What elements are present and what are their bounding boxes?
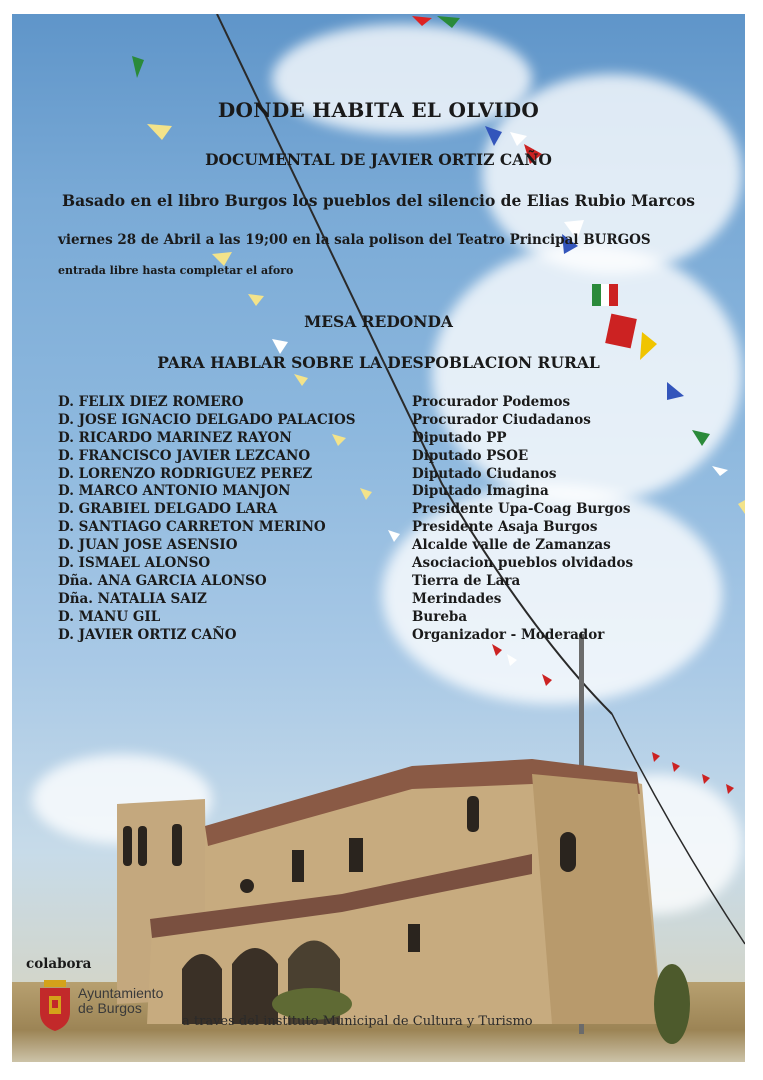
participant-name: D. JAVIER ORTIZ CAÑO (58, 626, 237, 643)
sponsor-line: Ayuntamiento (78, 985, 164, 1001)
participant-row (58, 394, 698, 412)
participant-name: D. JOSE IGNACIO DELGADO PALACIOS (58, 411, 356, 428)
event-date-line: viernes 28 de Abril a las 19;00 en la sala polison del Teatro Principal BURGOS (58, 232, 651, 248)
participant-row (58, 448, 698, 466)
participant-role: Organizador - Moderador (412, 626, 605, 643)
participant-row (58, 466, 698, 484)
participant-name: D. RICARDO MARINEZ RAYON (58, 429, 292, 446)
participant-role: Asociacion pueblos olvidados (412, 555, 634, 572)
sponsor-through: a traves del instituto Municipal de Cultura y Turismo (182, 1014, 533, 1029)
participant-row (58, 412, 698, 430)
participant-role: Procurador Ciudadanos (412, 411, 591, 428)
participant-name: Dña. ANA GARCIA ALONSO (58, 572, 267, 589)
colabora-label: colabora (26, 956, 92, 972)
participant-role: Presidente Asaja Burgos (412, 519, 598, 536)
participant-role: Merindades (412, 590, 502, 607)
participant-role: Diputado PSOE (412, 447, 529, 464)
participant-row (58, 430, 698, 448)
participant-row (58, 627, 698, 645)
poster-subtitle: DOCUMENTAL DE JAVIER ORTIZ CAÑO (205, 150, 552, 169)
poster-title: DONDE HABITA EL OLVIDO (217, 98, 540, 122)
participant-role: Tierra de Lara (412, 572, 521, 589)
participant-name: D. SANTIAGO CARRETON MERINO (58, 519, 326, 536)
participant-role: Diputado Ciudanos (412, 465, 557, 482)
participant-name: Dña. NATALIA SAIZ (58, 590, 207, 607)
sponsor-logo (38, 980, 188, 1038)
round-table-heading: MESA REDONDA (304, 312, 453, 331)
participant-role: Bureba (412, 608, 468, 625)
participant-name: D. FRANCISCO JAVIER LEZCANO (58, 447, 311, 464)
entry-note: entrada libre hasta completar el aforo (58, 264, 294, 277)
participant-role: Diputado Imagina (412, 483, 549, 500)
poster-text (12, 14, 745, 1062)
sponsor-line: de Burgos (78, 1000, 142, 1016)
participant-list (58, 394, 698, 644)
participant-role: Presidente Upa-Coag Burgos (412, 501, 631, 518)
participant-name: D. LORENZO RODRIGUEZ PEREZ (58, 465, 313, 482)
participant-row (58, 483, 698, 501)
participant-name: D. GRABIEL DELGADO LARA (58, 501, 278, 518)
participant-role: Procurador Podemos (412, 394, 571, 410)
participant-row (58, 573, 698, 591)
participant-role: Diputado PP (412, 429, 507, 446)
poster (12, 14, 745, 1062)
round-table-topic: PARA HABLAR SOBRE LA DESPOBLACION RURAL (157, 353, 600, 372)
participant-row (58, 591, 698, 609)
participant-row (58, 501, 698, 519)
participant-row (58, 555, 698, 573)
participant-role: Alcalde valle de Zamanzas (412, 537, 611, 554)
participant-name: D. FELIX DIEZ ROMERO (58, 394, 244, 410)
burgos-coat-of-arms-icon (38, 980, 72, 1032)
participant-name: D. MANU GIL (58, 608, 161, 625)
participant-name: D. MARCO ANTONIO MANJON (58, 483, 291, 500)
based-on-line: Basado en el libro Burgos los pueblos del silencio de Elias Rubio Marcos (61, 191, 696, 210)
participant-row (58, 519, 698, 537)
participant-name: D. JUAN JOSE ASENSIO (58, 537, 238, 554)
sponsor-name (78, 986, 163, 1016)
participant-row (58, 609, 698, 627)
participant-row (58, 537, 698, 555)
participant-name: D. ISMAEL ALONSO (58, 555, 211, 572)
